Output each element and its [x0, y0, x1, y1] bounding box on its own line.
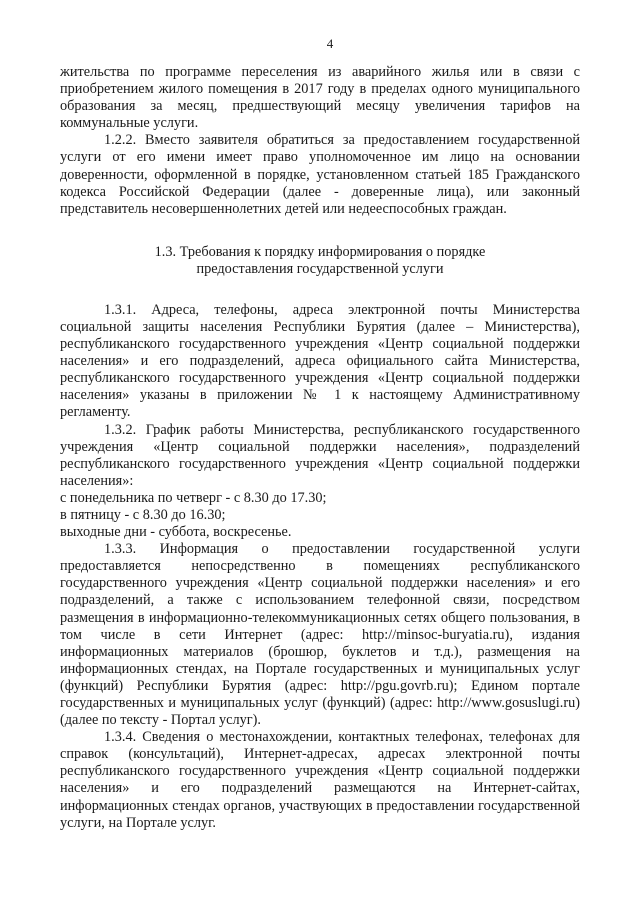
paragraph-1-2-2: 1.2.2. Вместо заявителя обратиться за предоставлением государственной услуги от его имени имеет право уполномоченное им лицо на основании доверенности, оформленной в порядке, установленном статьей 185 Гражданского кодекса Российской Федерации (далее - доверенные лица), или законный представитель несовершеннолетних детей или недееспособных граждан.: [60, 132, 580, 217]
section-heading-1-3: [60, 244, 580, 279]
paragraph-1-3-1: 1.3.1. Адреса, телефоны, адреса электронной почты Министерства социальной защиты населения Республики Бурятия (далее – Министерства), республиканского государственного учреждения «Центр социальной поддержки населения» и его подразделений, адреса официального сайта Министерства, республиканского государственного учреждения «Центр социальной поддержки населения» указаны в приложении № 1 к настоящему Административному регламенту.: [60, 301, 580, 421]
paragraph-1-3-2: 1.3.2. График работы Министерства, республиканского государственного учреждения «Центр социальной поддержки населения», подразделений республиканского государственного учреждения «Центр социальной поддержки населения»:: [60, 421, 580, 489]
page-number: 4: [326, 36, 334, 51]
section-heading-line-2: предоставления государственной услуги: [196, 261, 444, 278]
schedule-line-weekdays: с понедельника по четверг - с 8.30 до 17.30;: [60, 489, 327, 506]
paragraph-1-3-3: 1.3.3. Информация о предоставлении государственной услуги предоставляется непосредственно в помещениях республиканского государственного учреждения «Центр социальной поддержки населения» и его подразделений, а также с использованием телефонной связи, посредством размещения в информационно-телекоммуникационных сетях общего пользования, в том числе в сети Интернет (адрес: http://minsoc-buryatia.ru), издания информационных материалов (брошюр, буклетов и т.д.), размещения на информационных стендах, на Портале государственных и муниципальных услуг (функций) Республики Бурятия (адрес: http://pgu.govrb.ru); Едином портале государственных и муниципальных услуг (функций) (адрес: http://www.gosuslugi.ru) (далее по тексту - Портал услуг).: [60, 541, 580, 729]
paragraph-continuation: жительства по программе переселения из аварийного жилья или в связи с приобретением жилого помещения в 2017 году в пределах одного муниципального образования за месяц, предшествующий месяцу увеличения тарифов на коммунальные услуги.: [60, 64, 580, 132]
schedule-line-weekend: выходные дни - суббота, воскресенье.: [60, 524, 292, 541]
paragraph-1-3-4: 1.3.4. Сведения о местонахождении, контактных телефонах, телефонах для справок (консультаций), Интернет-адресах, адресах электронной почты республиканского государственного учреждения «Центр социальной поддержки населения» и его подразделений размещаются на Интернет-сайтах, информационных стендах органов, участвующих в предоставлении государственной услуги, на Портале услуг.: [60, 729, 580, 831]
section-heading-line-1: 1.3. Требования к порядку информирования о порядке: [154, 243, 486, 260]
schedule-line-friday: в пятницу - с 8.30 до 16.30;: [60, 506, 226, 523]
